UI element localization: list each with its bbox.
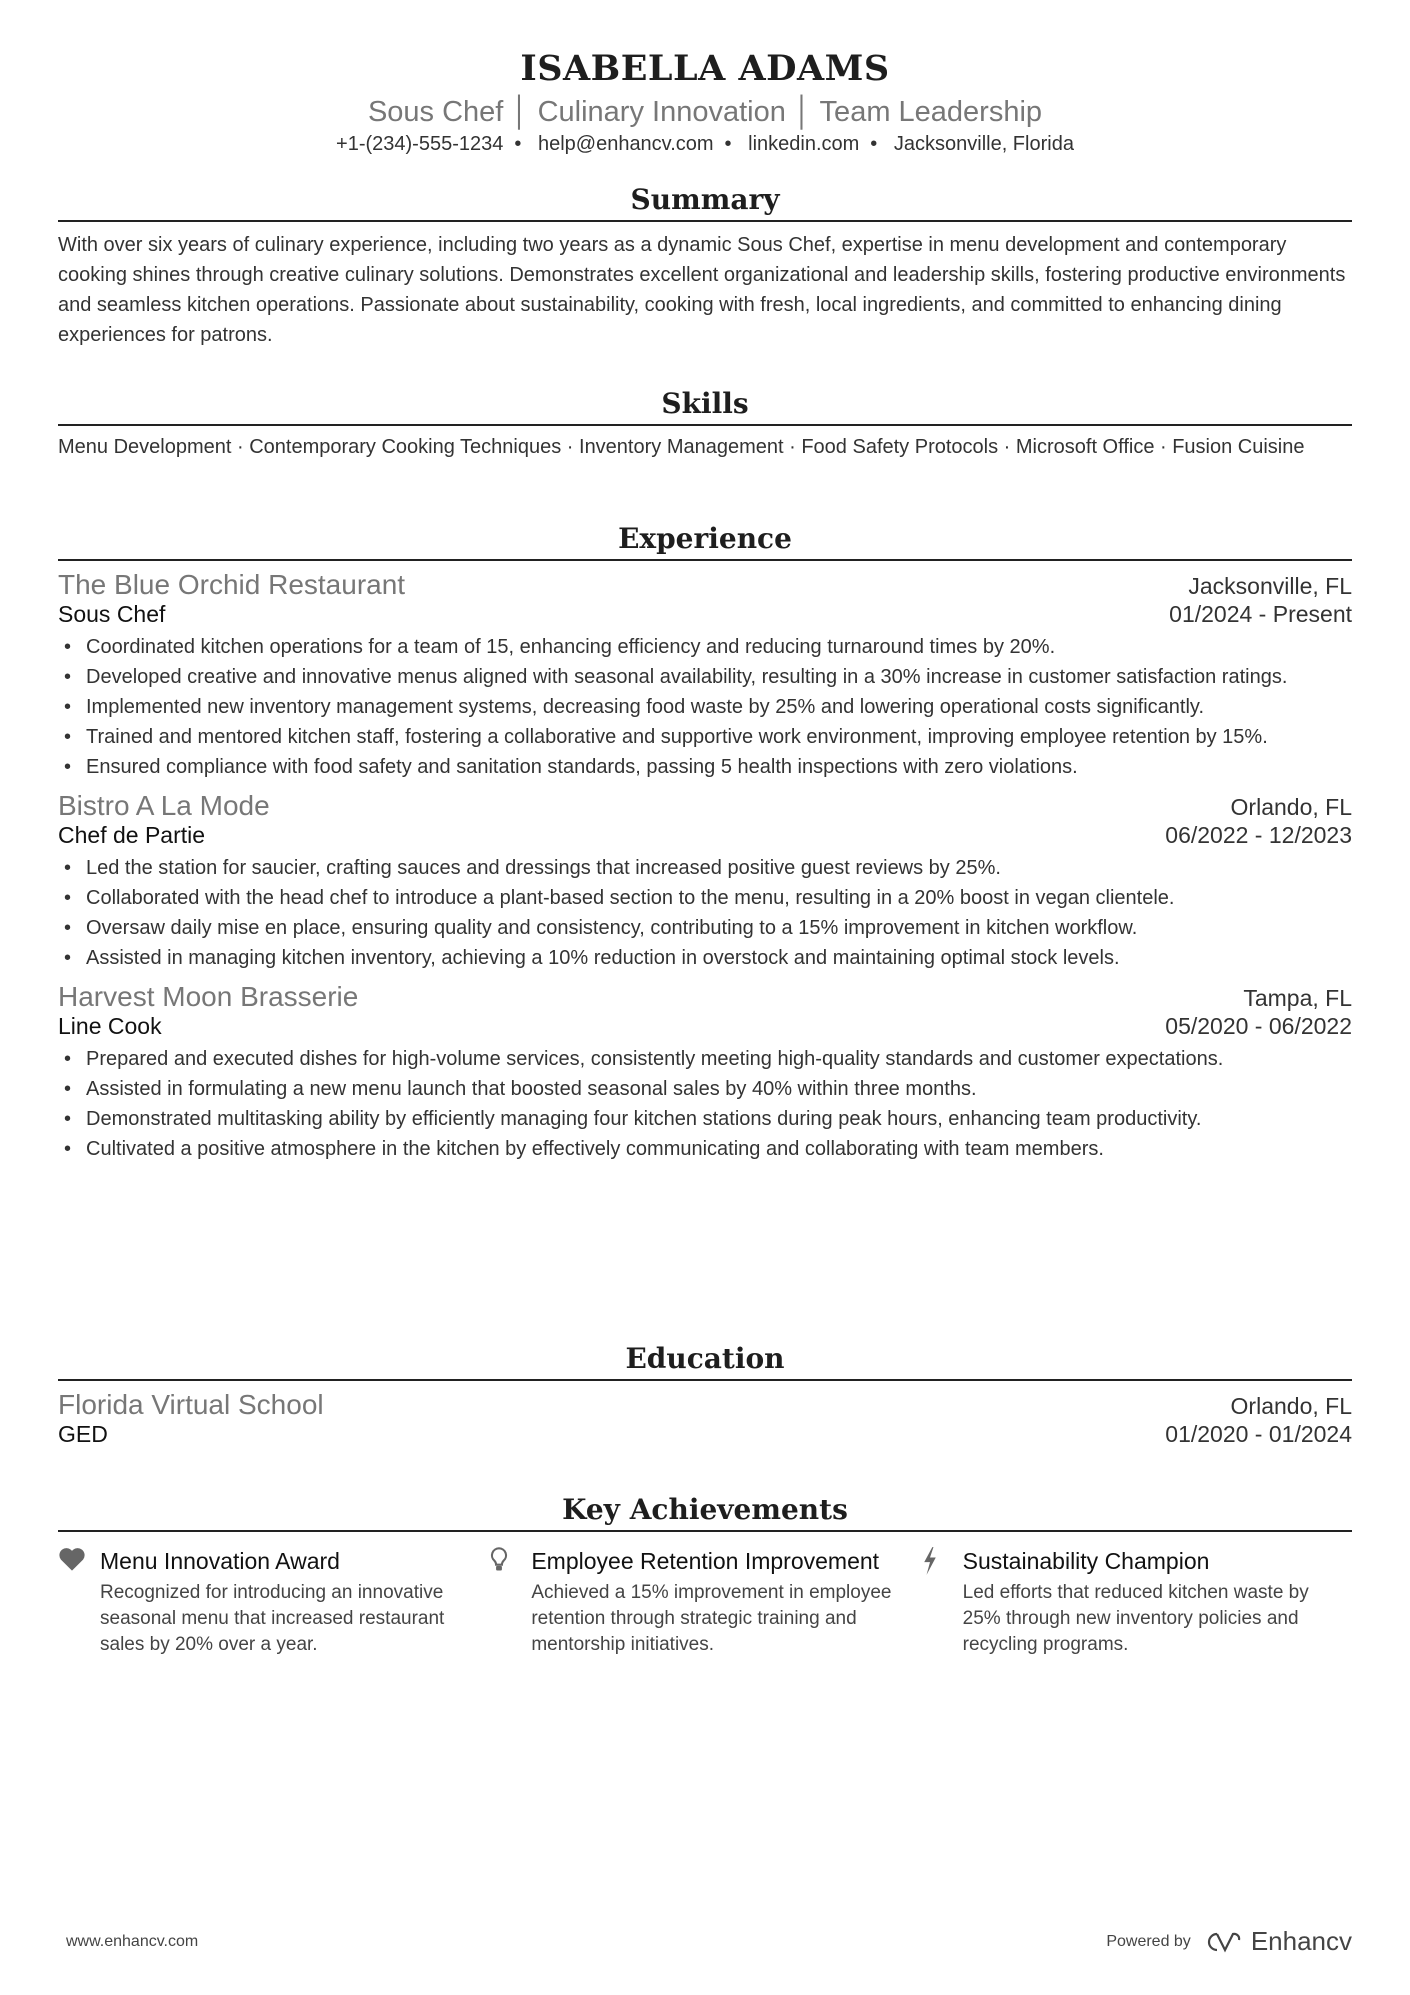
job-role: Chef de Partie <box>58 822 206 848</box>
contact-line: +1-(234)-555-1234 • help@enhancv.com • linkedin.com • Jacksonville, Florida <box>336 133 1074 155</box>
section-heading: Education <box>58 1339 1352 1381</box>
job-location: Orlando, FL <box>1230 794 1352 820</box>
bullet-item: • Collaborated with the head chef to introduce a plant-based section to the menu, resulting in a 20% boost in vegan clientele. <box>58 883 1352 913</box>
job-role: Sous Chef <box>58 601 166 627</box>
section-heading: Experience <box>58 519 1352 561</box>
achievement-desc: Recognized for introducing an innovative seasonal menu that increased restaurant sales by 20% over a year. <box>100 1582 445 1655</box>
bullet-item: • Cultivated a positive atmosphere in the kitchen by effectively communicating and collaborating with team members. <box>58 1134 1352 1164</box>
job-entry <box>58 981 1352 1164</box>
enhancv-logo-icon <box>1203 1930 1243 1954</box>
company-name: Bistro A La Mode <box>58 790 270 821</box>
job-role: Line Cook <box>58 1013 162 1039</box>
skills-list: Menu Development · Contemporary Cooking Techniques · Inventory Management · Food Safety Protocols · Microsoft Office · Fusion Cuisine <box>58 436 1305 458</box>
achievement-title: Menu Innovation Award <box>100 1548 340 1574</box>
school-name: Florida Virtual School <box>58 1389 324 1420</box>
skills-section <box>58 384 1352 461</box>
experience-section <box>58 519 1352 1164</box>
phone: +1-(234)-555-1234 <box>336 133 504 155</box>
education-dates: 01/2020 - 01/2024 <box>1165 1421 1352 1447</box>
achievements-section <box>58 1490 1352 1658</box>
linkedin-link[interactable]: linkedin.com <box>748 133 860 155</box>
school-location: Orlando, FL <box>1230 1393 1352 1419</box>
candidate-name: ISABELLA ADAMS <box>520 48 890 89</box>
bullet-item: • Demonstrated multitasking ability by efficiently managing four kitchen stations during peak hours, enhancing team productivity. <box>58 1104 1352 1134</box>
achievement-item <box>921 1546 1352 1658</box>
summary-section <box>58 180 1352 350</box>
job-bullets <box>58 632 1352 782</box>
location: Jacksonville, Florida <box>893 133 1074 155</box>
candidate-title: Sous Chef │ Culinary Innovation │ Team Leadership <box>367 96 1043 128</box>
company-name: Harvest Moon Brasserie <box>58 981 359 1012</box>
job-bullets <box>58 853 1352 973</box>
achievement-item <box>489 1546 920 1658</box>
job-location: Jacksonville, FL <box>1188 573 1352 599</box>
job-bullets <box>58 1044 1352 1164</box>
job-entry <box>58 790 1352 973</box>
bullet-item: • Oversaw daily mise en place, ensuring quality and consistency, contributing to a 15% improvement in kitchen workflow. <box>58 913 1352 943</box>
footer-branding <box>1106 1926 1352 1957</box>
job-location: Tampa, FL <box>1243 985 1352 1011</box>
bullet-item: • Prepared and executed dishes for high-volume services, consistently meeting high-quality standards and customer expectations. <box>58 1044 1352 1074</box>
section-heading: Summary <box>58 180 1352 222</box>
lightbulb-icon <box>489 1546 531 1658</box>
achievement-desc: Achieved a 15% improvement in employee retention through strategic training and mentorship initiatives. <box>531 1582 892 1655</box>
achievement-title: Sustainability Champion <box>962 1548 1210 1574</box>
company-name: The Blue Orchid Restaurant <box>58 569 406 600</box>
section-heading: Skills <box>58 384 1352 426</box>
degree: GED <box>58 1421 108 1447</box>
education-section <box>58 1339 1352 1448</box>
brand-name: Enhancv <box>1250 1926 1352 1956</box>
enhancv-logo[interactable] <box>1203 1926 1352 1957</box>
bullet-item: • Developed creative and innovative menus aligned with seasonal availability, resulting in a 30% increase in customer satisfaction ratings. <box>58 662 1352 692</box>
summary-text: With over six years of culinary experience, including two years as a dynamic Sous Chef, expertise in menu development and contemporary cooking shines through creative culinary solutions. Demonstrates excellent organizational and leadership skills, fostering productive environments and seamless kitchen operations. Passionate about sustainability, cooking with fresh, local ingredients, and committed to enhancing dining experiences for patrons. <box>58 234 1346 346</box>
footer-website[interactable]: www.enhancv.com <box>66 1933 199 1950</box>
job-dates: 06/2022 - 12/2023 <box>1165 822 1352 848</box>
job-dates: 05/2020 - 06/2022 <box>1165 1013 1352 1039</box>
powered-by-label: Powered by <box>1106 1932 1191 1950</box>
bullet-item: • Assisted in managing kitchen inventory, achieving a 10% reduction in overstock and maintaining optimal stock levels. <box>58 943 1352 973</box>
lightning-icon <box>921 1546 963 1658</box>
achievement-title: Employee Retention Improvement <box>531 1548 880 1574</box>
achievement-item <box>58 1546 489 1658</box>
heart-icon <box>58 1546 100 1658</box>
email-link[interactable]: help@enhancv.com <box>537 133 714 155</box>
job-dates: 01/2024 - Present <box>1169 601 1352 627</box>
bullet-item: • Assisted in formulating a new menu launch that boosted seasonal sales by 40% within three months. <box>58 1074 1352 1104</box>
achievement-desc: Led efforts that reduced kitchen waste by 25% through new inventory policies and recycling programs. <box>962 1582 1309 1655</box>
bullet-item: • Coordinated kitchen operations for a team of 15, enhancing efficiency and reducing turnaround times by 20%. <box>58 632 1352 662</box>
bullet-item: • Implemented new inventory management systems, decreasing food waste by 25% and lowering operational costs significantly. <box>58 692 1352 722</box>
bullet-item: • Led the station for saucier, crafting sauces and dressings that increased positive guest reviews by 25%. <box>58 853 1352 883</box>
job-entry <box>58 569 1352 782</box>
bullet-item: • Trained and mentored kitchen staff, fostering a collaborative and supportive work environment, improving employee retention by 15%. <box>58 722 1352 752</box>
section-heading: Key Achievements <box>58 1490 1352 1532</box>
bullet-item: • Ensured compliance with food safety and sanitation standards, passing 5 health inspections with zero violations. <box>58 752 1352 782</box>
